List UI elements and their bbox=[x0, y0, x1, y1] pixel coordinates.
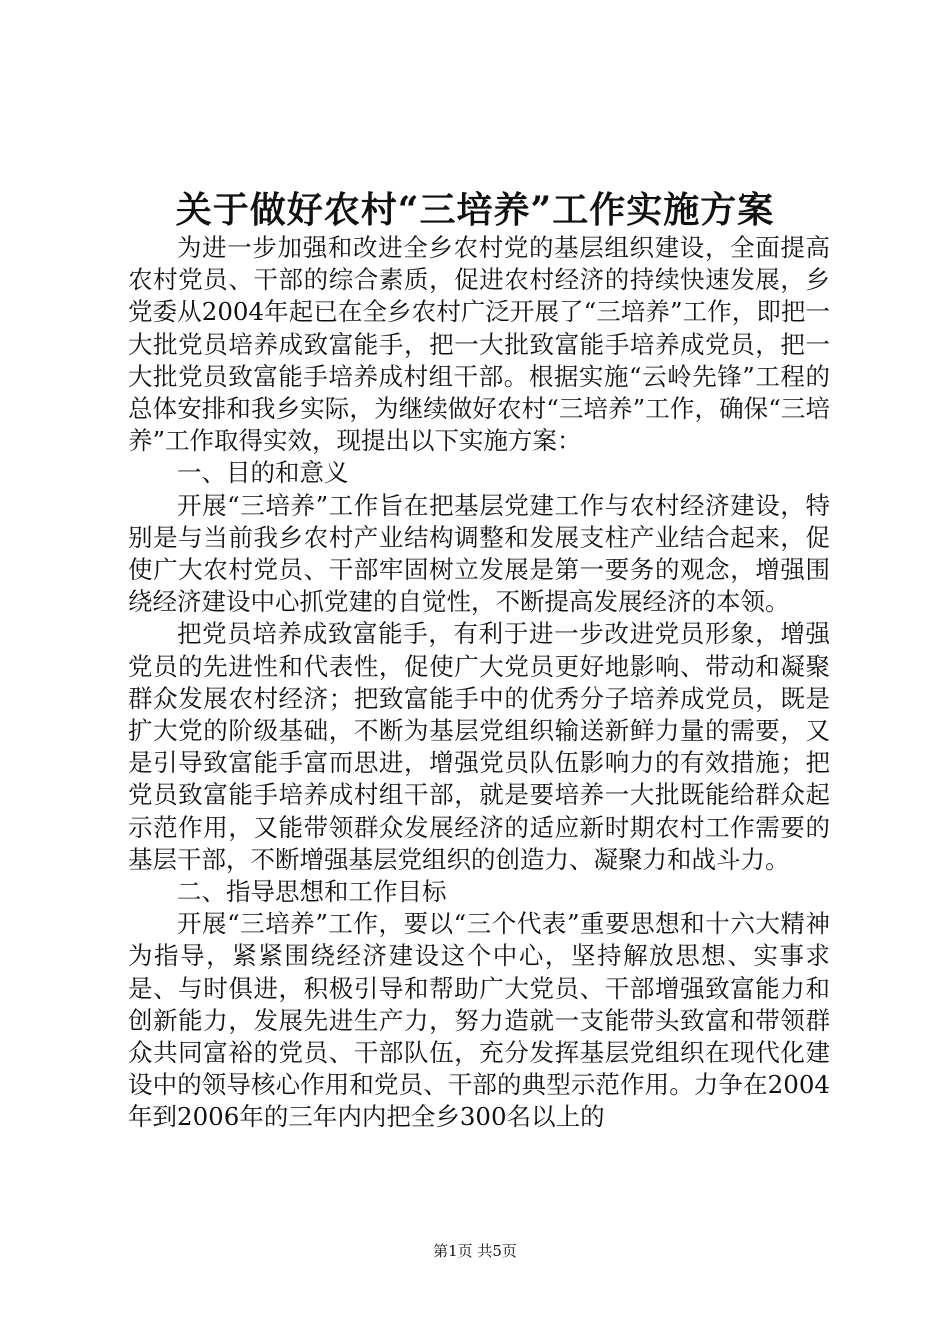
document-body bbox=[128, 232, 830, 1134]
paragraph-significance: 把党员培养成致富能手，有利于进一步改进党员形象，增强党员的先进性和代表性，促使广大党员更好地影响、带动和凝聚群众发展农村经济；把致富能手中的优秀分子培养成党员，既是扩大党的阶级基础，不断为基层党组织输送新鲜力量的需要，又是引导致富能手富而思进，增强党员队伍影响力的有效措施；把党员致富能手培养成村组干部，就是要培养一大批既能给群众起示范作用，又能带领群众发展经济的适应新时期农村工作需要的基层干部，不断增强基层党组织的创造力、凝聚力和战斗力。 bbox=[128, 619, 830, 874]
page-footer: 第1页 共5页 bbox=[433, 1242, 517, 1260]
document-title: 关于做好农村“三培养”工作实施方案 bbox=[175, 189, 775, 231]
section-heading-2: 二、指导思想和工作目标 bbox=[177, 877, 447, 907]
paragraph-guiding-ideology: 开展“三培养”工作，要以“三个代表”重要思想和十六大精神为指导，紧紧围绕经济建设这个中心，坚持解放思想、实事求是、与时俱进，积极引导和帮助广大党员、干部增强致富能力和创新能力，发展先进生产力，努力造就一支能带头致富和带领群众共同富裕的党员、干部队伍，充分发挥基层党组织在现代化建设中的领导核心作用和党员、干部的典型示范作用。力争在2004年到2006年的三年内内把全乡300名以上的 bbox=[128, 909, 830, 1132]
paragraph-intro: 为进一步加强和改进全乡农村党的基层组织建设，全面提高农村党员、干部的综合素质，促进农村经济的持续快速发展，乡党委从2004年起已在全乡农村广泛开展了“三培养”工作，即把一大批党员培养成致富能手，把一大批致富能手培养成党员，把一大批党员致富能手培养成村组干部。根据实施“云岭先锋”工程的总体安排和我乡实际，为继续做好农村“三培养”工作，确保“三培养”工作取得实效，现提出以下实施方案： bbox=[128, 233, 830, 456]
section-heading-1: 一、目的和意义 bbox=[177, 458, 349, 488]
paragraph-purpose: 开展“三培养”工作旨在把基层党建工作与农村经济建设，特别是与当前我乡农村产业结构调整和发展支柱产业结合起来，促使广大农村党员、干部牢固树立发展是第一要务的观念，增强围绕经济建设中心抓党建的自觉性，不断提高发展经济的本领。 bbox=[128, 490, 830, 617]
